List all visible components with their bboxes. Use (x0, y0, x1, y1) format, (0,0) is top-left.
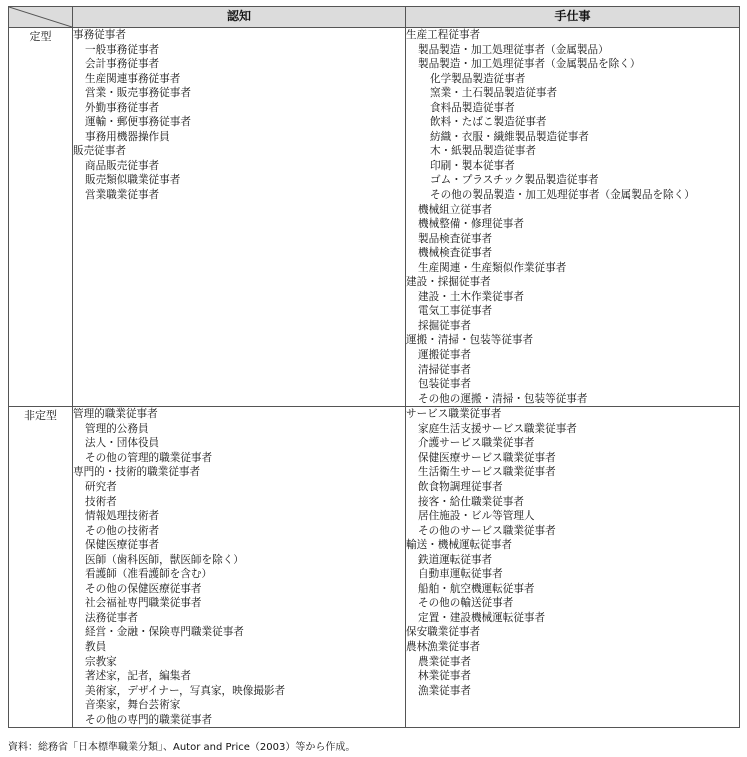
occupation-item: 家庭生活支援サービス職業従事者 (418, 422, 577, 435)
occupation-item: 会計事務従事者 (85, 58, 160, 71)
occupation-item: 美術家，デザイナー，写真家，映像撮影者 (85, 684, 286, 697)
occupation-item: 飲料・たばこ製造従事者 (430, 116, 547, 129)
occupation-item: 木・紙製品製造従事者 (430, 145, 536, 158)
header-row (9, 7, 740, 28)
occupation-item: 紡織・衣服・繊維製品製造従事者 (430, 130, 589, 143)
occupation-item: 機械検査従事者 (418, 247, 493, 260)
occupation-item: 接客・給仕職業従事者 (418, 495, 524, 508)
occupation-item: 清掃従事者 (418, 363, 471, 376)
routine-cognitive-cell (73, 28, 406, 407)
occupation-item: 商品販売従事者 (85, 159, 160, 172)
category-item: 事務従事者 (73, 29, 126, 41)
occupation-item: 事務用機器操作員 (85, 130, 170, 143)
occupation-item: 船舶・航空機運転従事者 (418, 582, 535, 595)
routine-manual-cell (406, 28, 740, 407)
occupation-item: 窯業・土石製品製造従事者 (430, 87, 558, 100)
occupation-item: 看護師（准看護師を含む） (85, 568, 213, 581)
occupation-item: 著述家，記者，編集者 (85, 670, 191, 683)
category-item: サービス職業従事者 (406, 408, 502, 421)
occupation-item: 機械整備・修理従事者 (418, 218, 524, 231)
occupation-item: 管理的公務員 (85, 422, 149, 435)
routine-manual-list (406, 28, 739, 406)
row-routine (9, 28, 740, 407)
occupation-item: 販売類似職業従事者 (85, 174, 181, 187)
occupation-item: 保健医療サービス職業従事者 (418, 451, 556, 464)
diagonal-line-icon (9, 7, 72, 27)
occupation-item: 包装従事者 (418, 378, 471, 391)
occupation-classification-table (8, 6, 740, 728)
occupation-item: 生産関連・生産類似作業従事者 (418, 261, 567, 274)
row-label-nonroutine: 非定型 (9, 407, 73, 728)
occupation-item: 法人・団体役員 (85, 437, 160, 450)
occupation-item: 定置・建設機械運転従事者 (418, 611, 546, 624)
occupation-item: 社会福祉専門職業従事者 (85, 597, 202, 610)
occupation-item: 林業従事者 (418, 670, 471, 683)
occupation-item: その他の管理的職業従事者 (85, 451, 213, 464)
occupation-item: 情報処理技術者 (85, 510, 160, 523)
occupation-item: その他の運搬・清掃・包装等従事者 (418, 392, 588, 405)
category-item: 輸送・機械運転従事者 (406, 539, 512, 552)
occupation-item: 技術者 (85, 495, 117, 508)
occupation-item: 法務従事者 (85, 611, 138, 624)
category-item: 専門的・技術的職業従事者 (73, 466, 201, 479)
occupation-item: 製品検査従事者 (418, 232, 493, 245)
category-item: 保安職業従事者 (406, 626, 481, 639)
occupation-item: 医師（歯科医師，獣医師を除く） (85, 553, 244, 566)
occupation-item: 居住施設・ビル等管理人 (418, 510, 535, 523)
occupation-item: 漁業従事者 (418, 684, 471, 697)
category-item: 管理的職業従事者 (73, 408, 158, 421)
nonroutine-manual-cell (406, 407, 740, 728)
nonroutine-cognitive-cell (73, 407, 406, 728)
occupation-item: その他の製品製造・加工処理従事者（金属製品を除く） (430, 189, 695, 202)
occupation-item: その他の輸送従事者 (418, 597, 514, 610)
occupation-item: 電気工事従事者 (418, 305, 493, 318)
routine-cognitive-list (73, 28, 405, 203)
occupation-item: 運輸・郵便事務従事者 (85, 116, 191, 129)
category-item: 農林漁業従事者 (406, 640, 481, 653)
occupation-item: 経営・金融・保険専門職業従事者 (85, 626, 244, 639)
occupation-item: 保健医療従事者 (85, 539, 160, 552)
category-item: 販売従事者 (73, 145, 126, 158)
occupation-item: 研究者 (85, 480, 117, 493)
occupation-item: 音楽家，舞台芸術家 (85, 699, 181, 712)
occupation-item: 鉄道運転従事者 (418, 553, 493, 566)
occupation-item: 営業・販売事務従事者 (85, 87, 191, 100)
occupation-item: 飲食物調理従事者 (418, 480, 503, 493)
occupation-item: 食料品製造従事者 (430, 101, 515, 114)
category-item: 建設・採掘従事者 (406, 276, 491, 289)
occupation-item: 製品製造・加工処理従事者（金属製品を除く） (418, 58, 641, 71)
occupation-item: 介護サービス職業従事者 (418, 437, 535, 450)
category-item: 運搬・清掃・包装等従事者 (406, 334, 534, 347)
occupation-item: 化学製品製造従事者 (430, 72, 526, 85)
occupation-item: 運搬従事者 (418, 349, 471, 362)
occupation-item: その他の保健医療従事者 (85, 582, 202, 595)
occupation-item: 採掘従事者 (418, 319, 471, 332)
occupation-item: その他の技術者 (85, 524, 160, 537)
occupation-item: 外勤事務従事者 (85, 101, 160, 114)
occupation-item: 農業従事者 (418, 655, 471, 668)
occupation-item: 生産関連事務従事者 (85, 72, 181, 85)
source-note: 資料：総務省「日本標準職業分類」、Autor and Price（2003）等から作成。 (8, 742, 356, 753)
occupation-item: 建設・土木作業従事者 (418, 290, 524, 303)
occupation-item: 生活衛生サービス職業従事者 (418, 466, 556, 479)
occupation-item: 営業職業従事者 (85, 189, 160, 202)
occupation-item: 自動車運転従事者 (418, 568, 503, 581)
occupation-item: その他のサービス職業従事者 (418, 524, 556, 537)
occupation-item: その他の専門的職業従事者 (85, 713, 213, 726)
occupation-item: 印刷・製本従事者 (430, 159, 515, 172)
corner-cell (9, 7, 73, 28)
row-label-routine: 定型 (9, 28, 73, 407)
category-item: 生産工程従事者 (406, 29, 481, 41)
occupation-item: 宗教家 (85, 655, 117, 668)
occupation-item: 一般事務従事者 (85, 43, 160, 56)
header-cognitive: 認知 (73, 7, 406, 28)
row-nonroutine (9, 407, 740, 728)
occupation-item: 教員 (85, 640, 107, 653)
header-manual: 手仕事 (406, 7, 740, 28)
nonroutine-manual-list (406, 407, 739, 698)
occupation-item: 機械組立従事者 (418, 203, 493, 216)
occupation-item: 製品製造・加工処理従事者（金属製品） (418, 43, 609, 56)
occupation-item: ゴム・プラスチック製品製造従事者 (430, 174, 599, 187)
nonroutine-cognitive-list (73, 407, 405, 727)
